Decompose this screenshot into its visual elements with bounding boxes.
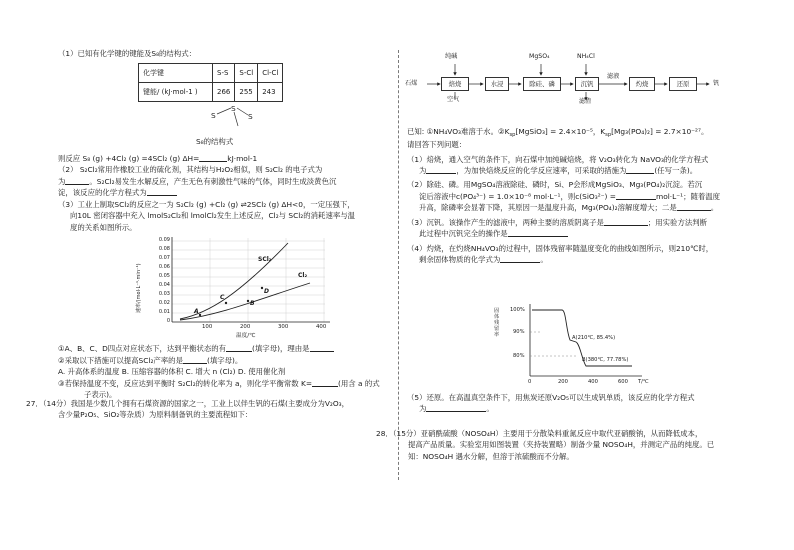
s8-atom: S [231,104,236,114]
r-q1-line-2 [407,165,747,176]
q3-sub-text: (填字母)，理由是 [252,344,310,354]
answer-blank[interactable] [312,379,338,387]
question-27 [26,398,396,421]
answer-blank[interactable] [226,344,252,352]
y-tick-label: 90% [513,329,525,335]
process-flow-chart [405,52,745,104]
answer-blank[interactable] [508,229,568,237]
y-tick-label: 0.03 [158,291,170,298]
answer-blank[interactable] [604,218,648,226]
right-column-text [407,126,747,266]
flow-step-reduce: 还原 [669,77,697,91]
flow-step-leach: 水浸 [485,77,509,91]
y-tick-label: 100% [510,307,525,313]
table-header: 化学键 [139,64,213,83]
flow-step-calcine: 灼烧 [629,77,655,91]
rate-temperature-chart [136,233,340,343]
point-a-marker [199,314,201,316]
table-row [139,83,283,102]
r-q5-line-1: （5）还原。在高温真空条件下，用焦炭还原V₂O₅可以生成钒单质，该反应的化学方程式 [407,393,695,402]
r-q4-text: 剩余固体物质的化学式为 [419,255,501,265]
r-q3-line-2 [407,228,747,239]
column-divider [398,50,399,480]
answer-blank[interactable] [500,255,540,263]
x-tick-label: 400 [588,379,598,385]
q3-sub-text: ①A、B、C、D四点对应状态下，达到平衡状态的有 [58,344,227,354]
point-label-c: C [220,294,225,302]
flow-step-remove-si-p: 除硅、磷 [523,77,561,91]
q3-sub-text: ③若保持温度不变，反应达到平衡时 S₂Cl₂的转化率为 a，则化学平衡常数 K= [58,378,313,388]
y-tick-label: 0.06 [158,264,170,271]
r-q5 [407,392,747,415]
answer-blank[interactable] [426,404,486,412]
flow-slag-label: 滤渣 [579,98,592,105]
answer-blank[interactable] [310,344,334,352]
y-tick-label: 0.07 [158,255,170,262]
x-tick-label: 600 [618,379,628,385]
flow-input-label: MgSO₄ [529,53,550,60]
table-row [139,64,283,83]
y-tick-label: 0.02 [158,300,170,307]
r-q1-text: ，为加快焙烧反应的化学反应速率，可采取的措施为 [456,166,627,175]
flow-filtrate-label: 滤液 [607,73,620,80]
answer-blank[interactable] [677,203,711,211]
flow-input-label: NH₄Cl [577,53,595,60]
q1-intro: （1）已知有化学键的键能及S₈的结构式： [58,49,196,58]
r-q2-text: mol·L⁻¹；随着温度 [656,191,721,201]
point-a-label: A(210℃, 85.4%) [572,335,616,341]
table-header: S-Cl [235,64,258,83]
curve-label-cl2: Cl₂ [298,272,308,280]
x-tick-label: 200 [240,324,251,331]
x-tick-label: 300 [278,324,289,331]
point-c-marker [225,302,227,304]
known-text: [MgSiO₃] = 2.4×10⁻⁵，K [515,127,606,136]
r-q2-line-2 [407,191,747,202]
table-cell: 243 [258,83,283,102]
r-q4-text: 。 [540,255,548,265]
table-header: S-S [213,64,235,83]
y-tick-label: 0.08 [158,246,170,253]
point-label-b: B [250,300,255,308]
r-q2-text: 。 [710,203,719,213]
s8-structure-drawing [208,102,268,136]
r-q2-line-3 [407,202,747,213]
q28-line-3: 知：NOSO₄H 遇水分解，但溶于浓硫酸而不分解。 [408,451,574,461]
q1-reaction-text: 则反应 S₈ (g) +4Cl₂ (g) =4SCl₂ (g) ΔH= [58,153,200,163]
point-label-a: A [194,308,199,316]
r-q2-text: 升高，除磷率会显著下降，其原因一是温度升高，Mg₃(PO₄)₂溶解度增大；二是 [419,203,677,213]
q3-sub-text: ②采取以下措施可以提高SCl₂产率的是 [58,355,183,365]
y-tick-label: 0 [166,318,170,325]
q3-sub-2 [58,355,388,366]
q3-sub-3-cont: 子表示)。 [84,390,117,400]
r-q5-text: 为 [419,404,427,414]
y-tick-label: 0.05 [158,273,170,280]
x-tick-label: 100 [202,324,213,331]
table-cell: 255 [235,83,258,102]
flow-input-label: 纯碱 [445,53,458,60]
r-q3-line-1 [407,217,747,228]
r-q2-text: 淀后溶液中c(PO₄³⁻) = 1.0×10⁻⁸ mol·L⁻¹，则c(SiO₃²⁻) = [419,191,616,201]
known-conditions: 已知: ①NH₄VO₃难溶于水。$②K_{sp}[MgSiO_3] = 2.4\times 10^{-5}$，$K_{sp}[Mg_3(PO_4)_2] = 2.7\times 10^{-27}$。 [407,127,709,138]
r-q1-line-1: （1）焙烧，通入空气的条件下，向石煤中加纯碱焙烧，将 V₂O₃转化为 NaVO₃的化学方程式 [407,154,709,164]
q2-line-1: （2） S₂Cl₂常用作橡胶工业的硫化剂，其结构与H₂O₂相似，则 S₂Cl₂ 的电子式为 [58,165,323,175]
s8-atom: S [248,112,253,122]
r-q2-line-1: （2）除硅、磷。用MgSO₄溶液除硅、磷时，Si、P会形成MgSiO₃、Mg₃(PO₄)₂沉淀。若沉 [407,180,703,190]
y-tick-label: 80% [513,353,525,359]
q28-line-2: 提高产品质量。实验室用如图装置（夹持装置略）制备少量 NOSO₄H，并测定产品的纯度。已 [408,440,715,450]
y-tick-label: 0.04 [158,282,170,289]
r-q5-text: 。 [486,404,494,414]
q2-text: 。S₂Cl₂易发生水解反应，产生无色有刺激性气味的气体，同时生成淡黄色沉 [89,176,337,186]
r-q3-text: 此过程中沉钒完全的操作是 [419,229,508,239]
flow-air-label: 空气 [447,96,460,103]
y-tick-label: 0.09 [158,237,170,244]
known-text: 已知: ①NH₄VO₃难溶于水。②K [407,127,510,136]
table-cell: 266 [213,83,235,102]
flow-end-label: 钒 [713,80,720,87]
q2-line-2 [58,176,388,187]
x-axis-unit: T/℃ [638,379,649,385]
flow-start-label: 石煤 [405,80,418,87]
answer-blank[interactable] [199,154,227,162]
q3-sub-1 [58,343,388,354]
table-header: Cl-Cl [258,64,283,83]
q3-options: A. 升高体系的温度 B. 压缩容器的体积 C. 增大 n (Cl₂) D. 使用催化剂 [58,367,286,377]
r-q5-line-2 [407,403,747,414]
s8-caption: S₈的结构式 [196,137,234,147]
q2-text: 为 [58,176,66,186]
s8-structure [208,102,268,136]
point-d-marker [261,287,263,289]
table-row-label: 键能/ (kJ·mol-1 ) [139,83,213,102]
q3-sub-text: (填字母)。 [206,355,243,365]
r-q4-line-1: （4）灼烧，在灼烧NH₄VO₃的过程中，固体残留率随温度变化的曲线如图所示，则210℃时， [407,243,714,253]
left-column [58,48,388,401]
bond-energy-table [138,63,283,102]
flow-step-precipitate: 沉钒 [575,77,599,91]
x-tick-label: 400 [316,324,327,331]
r-q1-text: (任写一条)。 [654,166,698,175]
answer-blank[interactable] [426,166,456,174]
flow-step-roast: 焙烧 [441,77,469,91]
intro-line: 请回答下列问题： [407,140,467,150]
answer-blank[interactable] [147,188,177,196]
curve-label-scl2: SCl₂ [258,256,272,264]
y-tick-label: 0.01 [158,309,170,316]
q2-line-3 [58,187,388,198]
q27-line-2: 含少量P₂O₅、SiO₂等杂质）为原料制备钒的主要流程如下： [58,410,253,420]
r-q4-line-2 [407,254,747,265]
y-axis-label: 速率/(mol·L⁻¹·min⁻¹) [136,263,142,314]
q3-sub-text: (用含 a 的式 [338,378,380,388]
q1-reaction-line [58,153,388,164]
answer-blank[interactable] [65,177,89,185]
q1-unit: kJ·mol-1 [227,153,258,163]
q27-line-1: 27．（14分）我国是少数几个拥有石煤资源的国家之一，工业上以伴生钒的石煤(主要成分为V₂O₃， [26,399,350,408]
s8-atom: S [211,111,216,121]
r-q1-text: 为 [419,166,427,175]
x-axis-label: 温度/℃ [236,333,256,340]
r-q3-text: ；用实验方法判断 [647,217,708,227]
known-text: [Mg₃(PO₄)₂] = 2.7×10⁻²⁷。 [611,127,709,136]
answer-blank[interactable] [616,192,656,200]
point-b-marker [247,300,249,302]
x-tick-label: 0 [528,379,532,385]
r-q3-text: （3）沉钒。该操作产生的滤液中，两种主要的溶质阴离子是 [407,217,604,227]
answer-blank[interactable] [626,166,654,174]
q28-line-1: 28．（15分）亚硝酰硫酸（NOSO₄H）主要用于分散染料重氮反应中取代亚硝酸钠，从而降低成本， [376,429,703,438]
q2-text: 淀，该反应的化学方程式为 [58,188,147,198]
point-b-label: B(380℃, 77.78%) [582,357,629,363]
y-axis-label: 固体残留率 [494,308,500,338]
residue-rate-chart [492,300,672,388]
q3-line-3: 度的关系如图所示。 [70,222,137,232]
answer-blank[interactable] [183,356,207,364]
q3-line-1: （3）工业上制取SCl₂的反应之一为 S₂Cl₂ (g) +Cl₂ (g) ⇌2SCl₂ (g) ΔH<0，一定压强下， [58,199,355,209]
x-tick-label: 200 [558,379,568,385]
q3-sub-3 [58,378,388,389]
y-tick-labels [150,236,170,326]
question-28 [376,428,748,462]
point-label-d: D [264,288,269,296]
q3-line-2: 向10L 密闭容器中充入 lmolS₂Cl₂和 lmolCl₂发生上述反应，Cl₂与 SCl₂的消耗速率与温 [70,211,356,221]
